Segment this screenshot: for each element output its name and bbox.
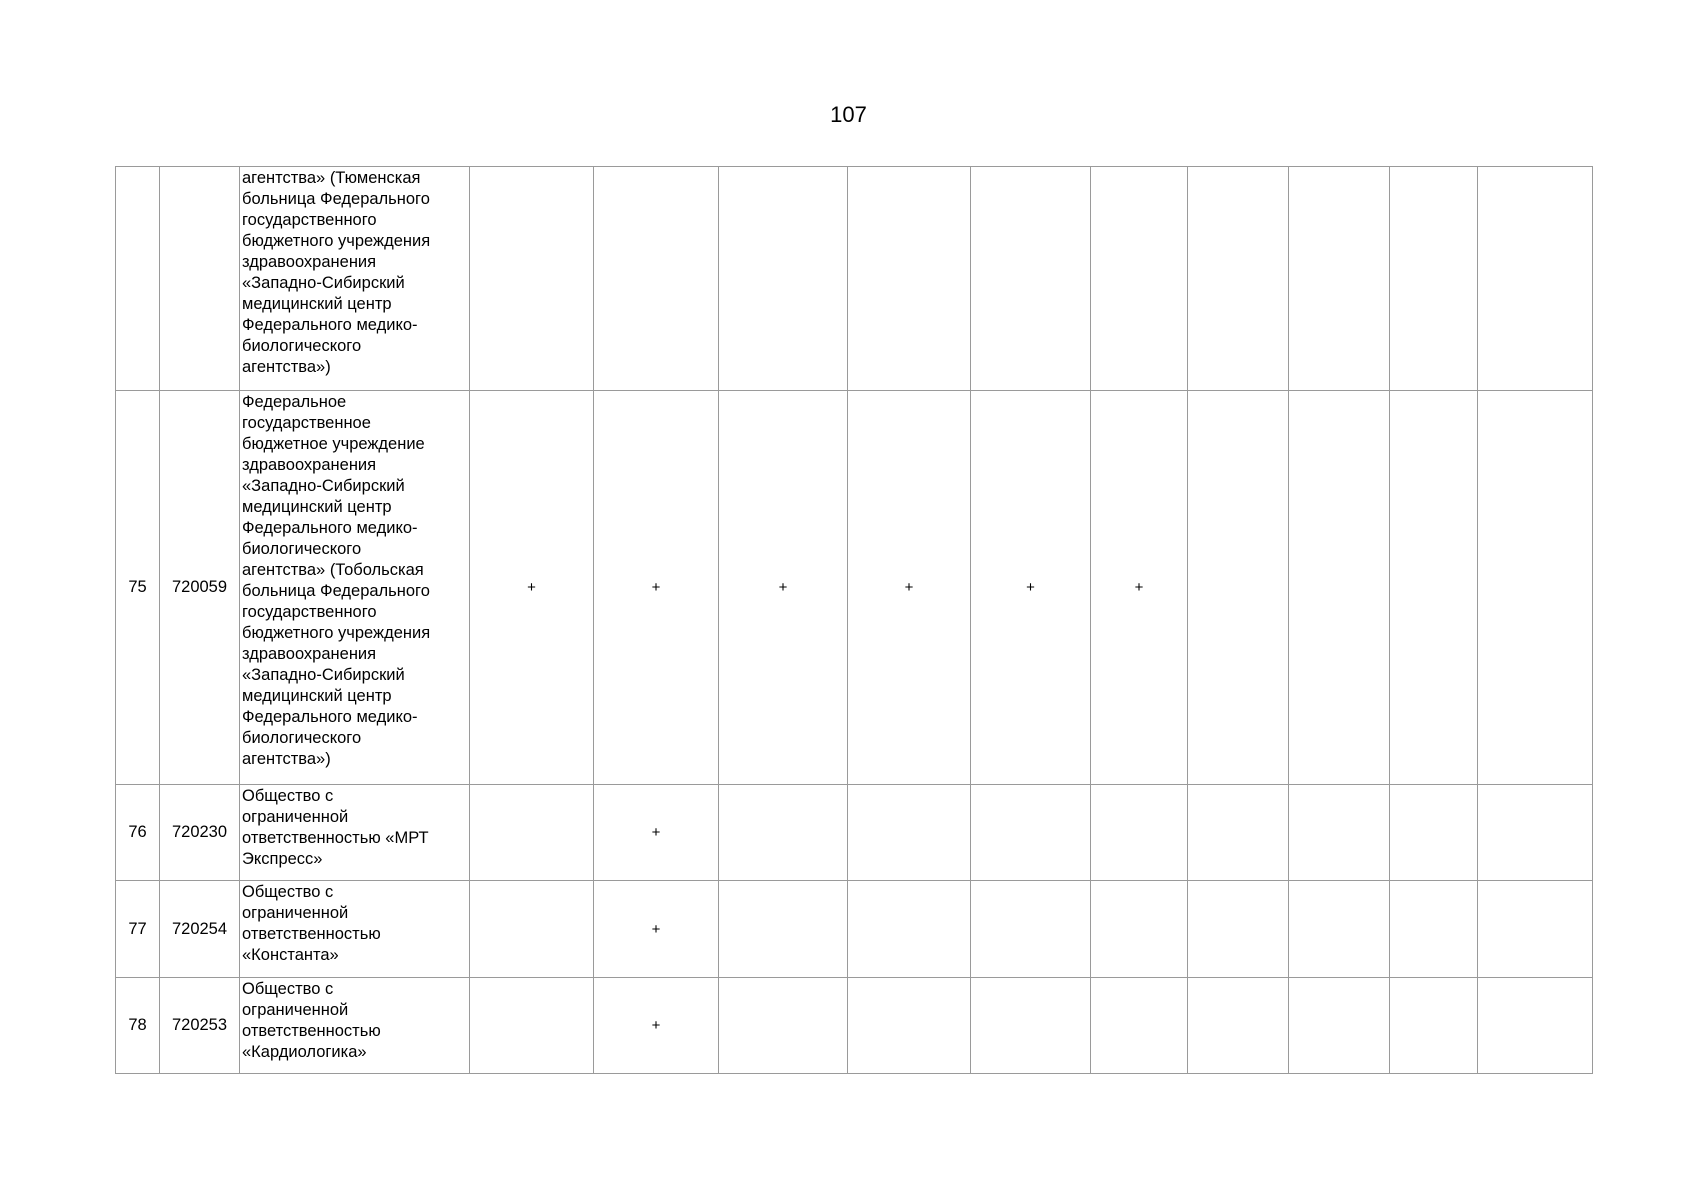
organization-name-cell: Общество с ограниченной ответственностью «Кардиологика» (240, 978, 470, 1074)
organization-code-cell: 720059 (160, 391, 240, 785)
mark-cell (1289, 391, 1390, 785)
mark-cell: + (1091, 391, 1188, 785)
mark-cell (1091, 785, 1188, 881)
organization-name-cell: Общество с ограниченной ответственностью «МРТ Экспресс» (240, 785, 470, 881)
mark-cell: + (594, 881, 719, 978)
organization-code-cell: 720254 (160, 881, 240, 978)
mark-cell (1188, 881, 1289, 978)
mark-cell (971, 167, 1091, 391)
mark-cell (1478, 881, 1593, 978)
mark-cell (1390, 785, 1478, 881)
mark-cell (848, 167, 971, 391)
mark-cell (470, 785, 594, 881)
organization-name-cell: Общество с ограниченной ответственностью «Константа» (240, 881, 470, 978)
mark-cell (594, 167, 719, 391)
row-number-cell (116, 167, 160, 391)
table-row (116, 785, 1593, 881)
table-row (116, 167, 1593, 391)
mark-cell (1390, 978, 1478, 1074)
mark-cell (719, 978, 848, 1074)
mark-cell (1478, 978, 1593, 1074)
mark-cell (1478, 167, 1593, 391)
mark-cell (971, 785, 1091, 881)
mark-cell (719, 167, 848, 391)
page-number: 107 (830, 102, 867, 127)
mark-cell (470, 167, 594, 391)
mark-cell: + (719, 391, 848, 785)
registry-table (115, 166, 1593, 1074)
mark-cell (470, 881, 594, 978)
table-row (116, 391, 1593, 785)
mark-cell: + (594, 391, 719, 785)
organization-code-cell (160, 167, 240, 391)
table-row (116, 881, 1593, 978)
mark-cell (1091, 167, 1188, 391)
mark-cell (848, 978, 971, 1074)
mark-cell (1091, 978, 1188, 1074)
mark-cell (1188, 978, 1289, 1074)
mark-cell: + (848, 391, 971, 785)
mark-cell: + (594, 785, 719, 881)
mark-cell: + (470, 391, 594, 785)
mark-cell: + (594, 978, 719, 1074)
row-number-cell: 78 (116, 978, 160, 1074)
mark-cell (1289, 167, 1390, 391)
mark-cell (848, 785, 971, 881)
mark-cell (1289, 978, 1390, 1074)
organization-name-cell: агентства» (Тюменская больница Федерального государственного бюджетного учреждения здравоохранения «Западно-Сибирский медицинский центр Федерального медико- биологического агентства») (240, 167, 470, 391)
row-number-cell: 76 (116, 785, 160, 881)
mark-cell (848, 881, 971, 978)
mark-cell (1478, 391, 1593, 785)
mark-cell (470, 978, 594, 1074)
row-number-cell: 77 (116, 881, 160, 978)
organization-code-cell: 720230 (160, 785, 240, 881)
table-body (116, 167, 1593, 1074)
mark-cell (719, 881, 848, 978)
mark-cell (1091, 881, 1188, 978)
organization-code-cell: 720253 (160, 978, 240, 1074)
mark-cell (1188, 167, 1289, 391)
mark-cell (1188, 785, 1289, 881)
table-row (116, 978, 1593, 1074)
mark-cell (971, 881, 1091, 978)
mark-cell (1390, 391, 1478, 785)
organization-name-cell: Федеральное государственное бюджетное учреждение здравоохранения «Западно-Сибирский медицинский центр Федерального медико- биологического агентства» (Тобольская больница Федерального государственного бюджетного учреждения здравоохранения «Западно-Сибирский медицинский центр Федерального медико- биологического агентства») (240, 391, 470, 785)
mark-cell: + (971, 391, 1091, 785)
mark-cell (719, 785, 848, 881)
mark-cell (1289, 881, 1390, 978)
mark-cell (1289, 785, 1390, 881)
mark-cell (1390, 881, 1478, 978)
mark-cell (1390, 167, 1478, 391)
mark-cell (971, 978, 1091, 1074)
mark-cell (1188, 391, 1289, 785)
mark-cell (1478, 785, 1593, 881)
row-number-cell: 75 (116, 391, 160, 785)
